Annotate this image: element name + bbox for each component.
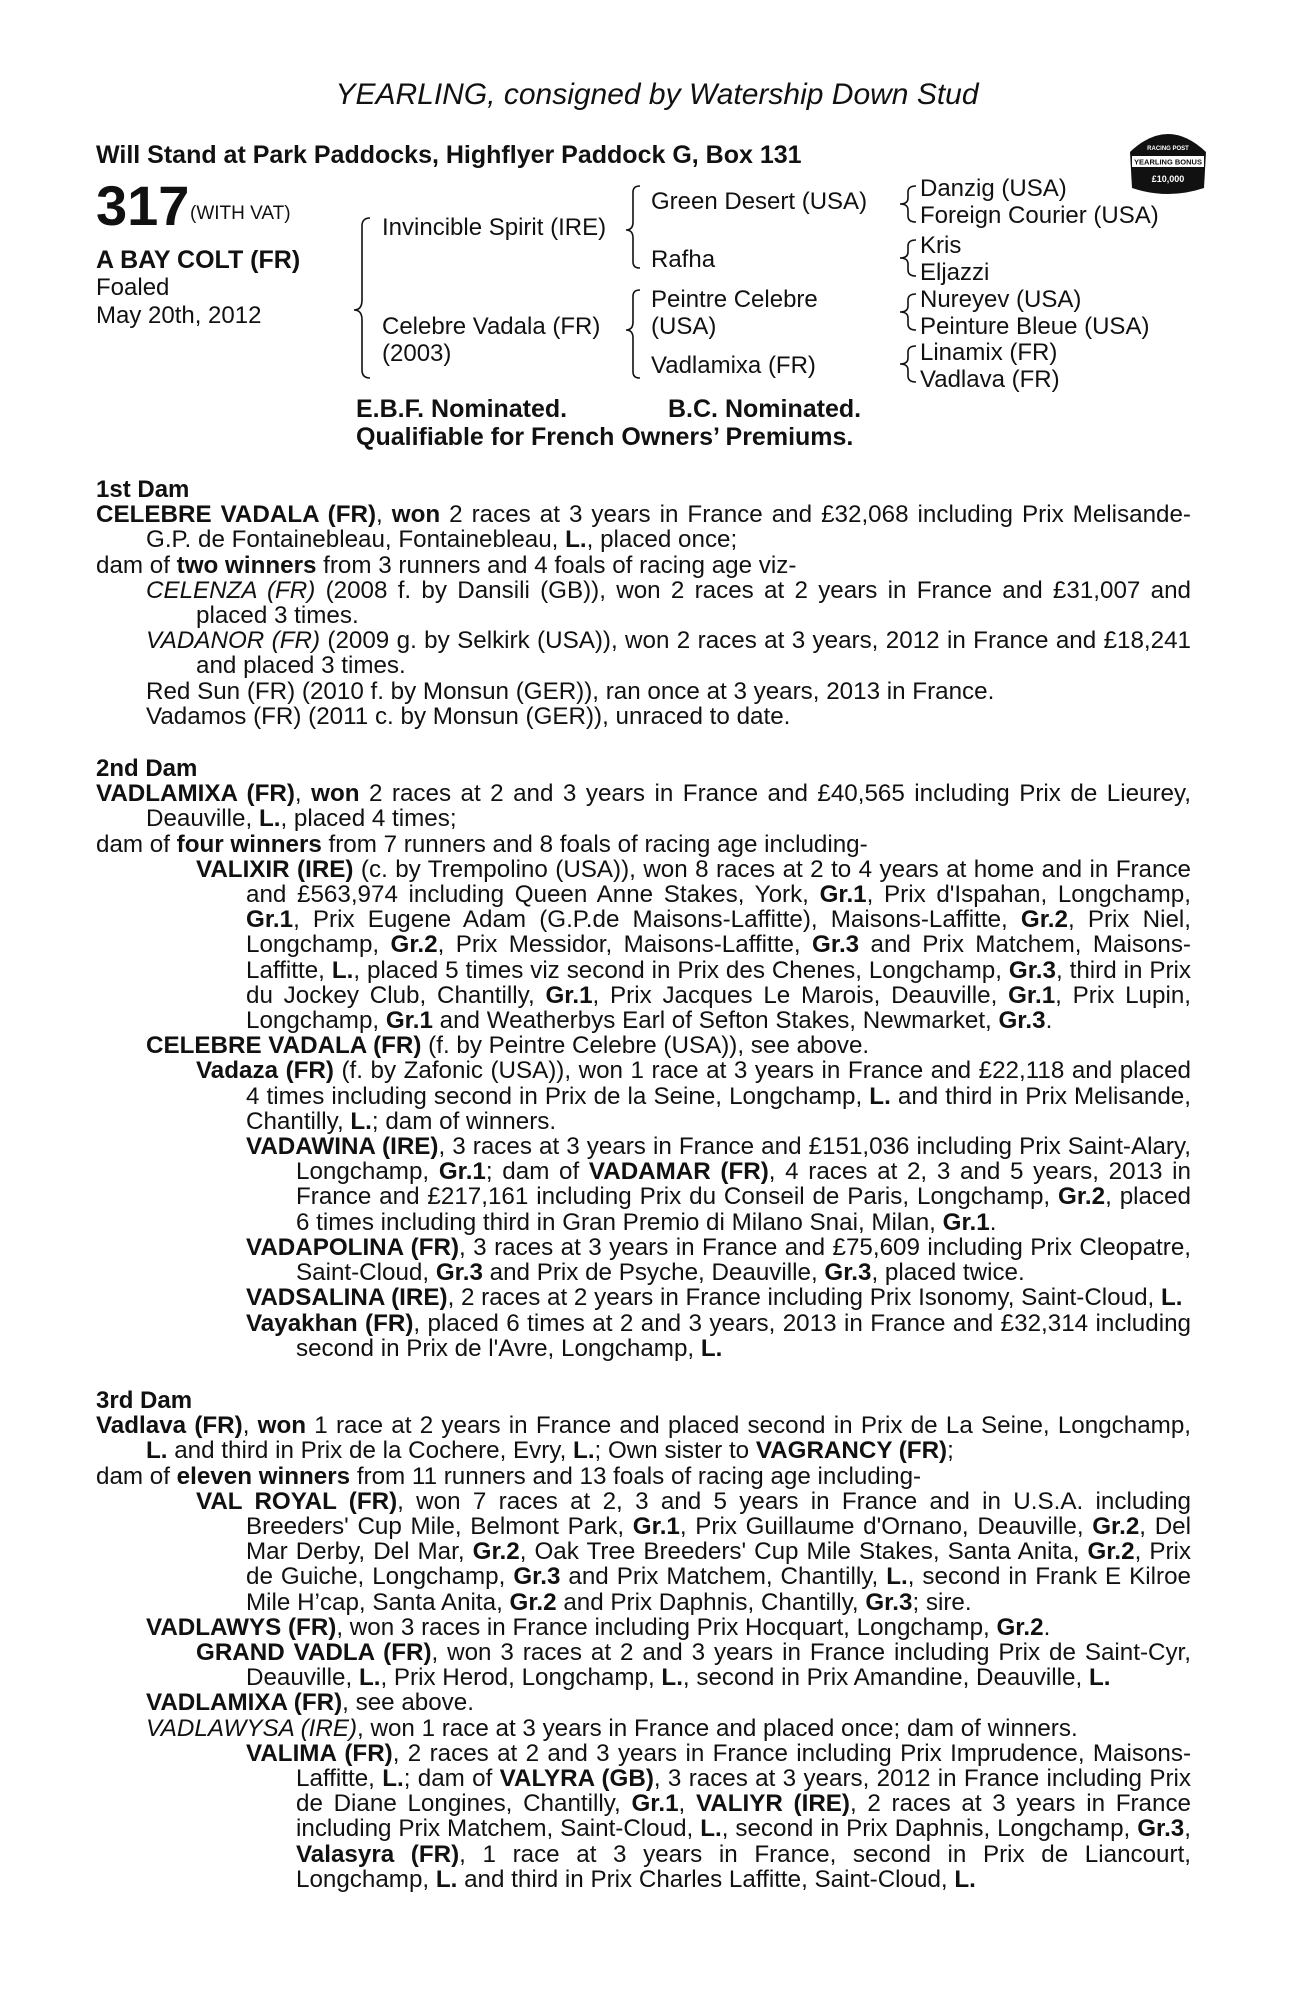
text-run: . bbox=[1043, 1613, 1051, 1641]
text-run: (f. by Zafonic (USA)), won 1 race at 3 years in France and £22,118 and placed 4 times including second in Prix de la Seine, Longchamp, bbox=[246, 1057, 1191, 1110]
bold-run: Gr.3 bbox=[435, 1259, 483, 1287]
bold-run: Gr.2 bbox=[509, 1588, 557, 1616]
pedigree-dam-sire-line2: (USA) bbox=[651, 313, 717, 340]
lot-number: 317 bbox=[96, 174, 190, 237]
italic-run: VADLAWYSA (IRE) bbox=[146, 1714, 358, 1742]
text-run: , bbox=[1184, 1815, 1191, 1843]
bold-run: VALIXIR (IRE) bbox=[196, 855, 354, 883]
text-run: (c. by Trempolino (USA)), won 8 races at 2 to 4 years at home and in France and £563,974 including Queen Anne Stakes, York, bbox=[246, 855, 1191, 909]
text-run: Vadamos (FR) (2011 c. by Monsun (GER)), unraced to date. bbox=[146, 702, 791, 730]
text-run: , won 3 races in France including Prix Hocquart, Longchamp, bbox=[336, 1613, 997, 1641]
owners-premiums: Qualifiable for French Owners’ Premiums. bbox=[356, 423, 854, 451]
brace-sd bbox=[900, 240, 916, 276]
text-run: , bbox=[678, 1790, 696, 1818]
text-run: dam of bbox=[96, 551, 177, 579]
text-run: from 7 runners and 8 foals of racing age including- bbox=[321, 830, 868, 858]
pedigree-ddd: Vadlava (FR) bbox=[920, 366, 1060, 393]
bold-run: Gr.2 bbox=[472, 1538, 520, 1566]
pedigree-paragraph bbox=[96, 679, 1191, 704]
brace-gen1 bbox=[354, 218, 370, 378]
text-run: , placed twice. bbox=[871, 1259, 1025, 1287]
bold-run: VADAMAR (FR) bbox=[588, 1158, 769, 1186]
bold-run: L. bbox=[258, 805, 281, 833]
bold-run: Gr.2 bbox=[1087, 1538, 1135, 1566]
bold-run: VALYRA (GB) bbox=[499, 1764, 654, 1792]
pedigree-paragraph bbox=[96, 578, 1191, 628]
text-run: , won 1 race at 3 years in France and placed once; dam of winners. bbox=[357, 1714, 1078, 1742]
text-run: . bbox=[989, 1208, 997, 1236]
pedigree-paragraph bbox=[96, 857, 1191, 1033]
text-run: ; bbox=[947, 1437, 954, 1465]
bold-run: two winners bbox=[176, 551, 317, 579]
bold-run: Gr.1 bbox=[1008, 981, 1056, 1009]
text-run: , 2 races at 2 years in France including Prix Isonomy, Saint-Cloud, bbox=[447, 1284, 1161, 1312]
bold-run: VADLAMIXA (FR) bbox=[146, 1689, 343, 1717]
pedigree-paragraph bbox=[96, 628, 1191, 678]
bold-run: won bbox=[311, 780, 360, 808]
bold-run: Gr.1 bbox=[246, 906, 294, 934]
pedigree-paragraph bbox=[96, 1716, 1191, 1741]
pedigree-paragraph bbox=[96, 502, 1191, 552]
text-run: ; dam of bbox=[403, 1764, 500, 1792]
text-run: , Prix Niel, Longchamp, bbox=[246, 906, 1192, 959]
text-run: , Prix Messidor, Maisons-Laffitte, bbox=[437, 931, 813, 959]
pedigree-sire-sire: Green Desert (USA) bbox=[651, 188, 868, 215]
text-run: , 3 races at 3 years, 2012 in France including Prix de Diane Longines, Chantilly, bbox=[296, 1764, 1191, 1818]
text-run: from 11 runners and 13 foals of racing age including- bbox=[350, 1462, 922, 1490]
text-run: , 3 races at 3 years in France and £75,609 including Prix Cleopatre, Saint-Cloud, bbox=[296, 1233, 1191, 1287]
text-run: (f. by Peintre Celebre (USA)), see above. bbox=[421, 1032, 870, 1060]
bold-run: Gr.2 bbox=[390, 931, 438, 959]
text-run: and Prix Daphnis, Chantilly, bbox=[556, 1588, 866, 1616]
bold-run: Vadaza (FR) bbox=[196, 1057, 334, 1085]
foaled-label: Foaled bbox=[96, 274, 170, 301]
pedigree-sds: Kris bbox=[920, 232, 962, 259]
bold-run: L. bbox=[869, 1082, 891, 1110]
brace-ds bbox=[900, 294, 916, 330]
pedigree-paragraph bbox=[96, 1489, 1191, 1615]
pedigree-dsd: Peinture Bleue (USA) bbox=[920, 313, 1150, 340]
pedigree-sire: Invincible Spirit (IRE) bbox=[382, 214, 607, 241]
bold-run: GRAND VADLA (FR) bbox=[196, 1638, 432, 1666]
text-run: , won 3 races at 2 and 3 years in France including Prix de Saint-Cyr, Deauville, bbox=[246, 1638, 1192, 1692]
pedigree-paragraph bbox=[96, 1615, 1191, 1640]
text-run: , won 7 races at 2, 3 and 5 years in France and in U.S.A. including Breeders' Cup Mile, Belmont Park, bbox=[246, 1487, 1191, 1540]
text-run: . bbox=[1045, 1007, 1053, 1035]
pedigree-dam-dam: Vadlamixa (FR) bbox=[651, 352, 816, 379]
pedigree-paragraph bbox=[96, 1464, 1191, 1489]
bold-run: Gr.2 bbox=[1020, 906, 1068, 934]
bold-run: Gr.3 bbox=[812, 931, 860, 959]
text-run: , 1 race at 3 years in France, second in Prix de Liancourt, Longchamp, bbox=[296, 1840, 1192, 1893]
text-run: , Prix Lupin, Longchamp, bbox=[246, 981, 1191, 1035]
section-title: 1st Dam bbox=[96, 476, 190, 503]
text-run: , placed once; bbox=[586, 526, 738, 554]
bold-run: VALIYR (IRE) bbox=[695, 1790, 850, 1818]
text-run: , 4 races at 2, 3 and 5 years, 2013 in France and £217,161 including Prix du Conseil de Paris, Longchamp, bbox=[296, 1158, 1191, 1211]
page-header: YEARLING, consigned by Watership Down Stud bbox=[335, 78, 979, 111]
text-run: , Prix Herod, Longchamp, bbox=[380, 1664, 662, 1692]
text-run: , 2 races at 3 years in France including Prix Matchem, Saint-Cloud, bbox=[296, 1790, 1192, 1843]
bold-run: Gr.1 bbox=[385, 1007, 433, 1035]
bold-run: Vayakhan (FR) bbox=[246, 1309, 414, 1337]
bold-run: VALIMA (FR) bbox=[246, 1739, 393, 1767]
text-run: Red Sun (FR) (2010 f. by Monsun (GER)), ran once at 3 years, 2013 in France. bbox=[146, 677, 995, 705]
bold-run: Gr.3 bbox=[824, 1259, 872, 1287]
bold-run: Gr.3 bbox=[865, 1588, 913, 1616]
text-run: , bbox=[294, 780, 312, 808]
brace-dd bbox=[900, 346, 916, 382]
bold-run: Gr.3 bbox=[998, 1007, 1046, 1035]
text-run: , placed 4 times; bbox=[280, 805, 457, 833]
bold-run: VADSALINA (IRE) bbox=[246, 1284, 448, 1312]
bold-run: VADLAMIXA (FR) bbox=[96, 780, 295, 808]
pedigree-paragraph bbox=[96, 832, 1191, 857]
bold-run: L. bbox=[954, 1865, 976, 1893]
bold-run: L. bbox=[661, 1664, 683, 1692]
text-run: and Prix Matchem, Chantilly, bbox=[560, 1563, 887, 1591]
pedigree-paragraph bbox=[96, 1690, 1191, 1715]
section-title: 3rd Dam bbox=[96, 1386, 193, 1414]
bold-run: eleven winners bbox=[176, 1462, 351, 1490]
bold-run: L. bbox=[146, 1437, 168, 1465]
text-run: , Prix d'Ispahan, Longchamp, bbox=[866, 881, 1191, 909]
lot-description: A BAY COLT (FR) bbox=[96, 246, 301, 274]
pedigree-paragraph bbox=[96, 1311, 1191, 1361]
brace-dam bbox=[626, 290, 640, 378]
bold-run: L. bbox=[886, 1563, 908, 1591]
text-run: 1 race at 2 years in France and placed second in Prix de La Seine, Longchamp, bbox=[306, 1412, 1191, 1440]
bold-run: CELEBRE VADALA (FR) bbox=[96, 501, 377, 529]
bold-run: L. bbox=[435, 1865, 458, 1893]
text-run: and Weatherbys Earl of Sefton Stakes, Newmarket, bbox=[432, 1007, 999, 1035]
logo-mid-text: YEARLING BONUS bbox=[1134, 157, 1202, 167]
text-run: , placed 6 times at 2 and 3 years, 2013 in France and £32,314 including second in Prix de l'Avre, Longchamp, bbox=[296, 1309, 1191, 1362]
text-run: , Prix Jacques Le Marois, Deauville, bbox=[592, 981, 1009, 1009]
bold-run: Gr.1 bbox=[819, 881, 867, 909]
bold-run: Gr.1 bbox=[545, 981, 593, 1009]
text-run: , Prix de Guiche, Longchamp, bbox=[246, 1538, 1191, 1591]
text-run: , placed 5 times viz second in Prix des Chenes, Longchamp, bbox=[353, 956, 1009, 984]
bold-run: VADAWINA (IRE) bbox=[246, 1133, 439, 1161]
text-run: , second in Prix Daphnis, Longchamp, bbox=[721, 1815, 1138, 1843]
bold-run: Gr.2 bbox=[996, 1613, 1044, 1641]
text-run: , third in Prix du Jockey Club, Chantilly, bbox=[246, 956, 1191, 1009]
pedigree-ssd: Foreign Courier (USA) bbox=[920, 202, 1159, 229]
text-run: and Prix Matchem, Maisons-Laffitte, bbox=[246, 931, 1191, 984]
text-run: , 2 races at 2 and 3 years in France including Prix Imprudence, Maisons-Laffitte, bbox=[296, 1739, 1192, 1792]
text-run: , Prix Guillaume d'Ornano, Deauville, bbox=[679, 1512, 1093, 1540]
stand-line: Will Stand at Park Paddocks, Highflyer Paddock G, Box 131 bbox=[96, 141, 802, 169]
bold-run: Gr.3 bbox=[513, 1563, 561, 1591]
pedigree-paragraph bbox=[96, 1033, 1191, 1058]
bold-run: four winners bbox=[176, 830, 322, 858]
text-run: from 3 runners and 4 foals of racing age viz- bbox=[316, 551, 797, 579]
text-run: (2008 f. by Dansili (GB)), won 2 races at 2 years in France and £31,007 and placed 3 times. bbox=[196, 576, 1191, 630]
bold-run: L. bbox=[350, 1107, 372, 1135]
bold-run: VAGRANCY (FR) bbox=[755, 1437, 948, 1465]
brace-ss bbox=[900, 186, 916, 222]
bold-run: Gr.2 bbox=[1058, 1183, 1106, 1211]
text-run: dam of bbox=[96, 830, 177, 858]
bold-run: Gr.3 bbox=[1008, 956, 1056, 984]
text-run: , 3 races at 3 years in France and £151,036 including Prix Saint-Alary, Longchamp, bbox=[296, 1133, 1191, 1186]
section-title: 2nd Dam bbox=[96, 755, 198, 783]
bold-run: L. bbox=[573, 1437, 595, 1465]
pedigree-paragraph bbox=[96, 1058, 1191, 1134]
text-run: 2 races at 3 years in France and £32,068 including Prix Melisande-G.P. de Fontainebleau, Fontainebleau, bbox=[146, 501, 1191, 554]
bold-run: Gr.1 bbox=[632, 1512, 680, 1540]
bold-run: VAL ROYAL (FR) bbox=[196, 1487, 398, 1515]
text-run: , second in Prix Amandine, Deauville, bbox=[682, 1664, 1089, 1692]
text-run: , Del Mar Derby, Del Mar, bbox=[246, 1512, 1191, 1566]
pedigree-paragraph bbox=[96, 1741, 1191, 1892]
text-run: ; dam of winners. bbox=[371, 1107, 557, 1135]
pedigree-dam-line2: (2003) bbox=[382, 340, 452, 367]
pedigree-dss: Nureyev (USA) bbox=[920, 286, 1082, 313]
pedigree-dam-line1: Celebre Vadala (FR) bbox=[382, 313, 601, 340]
pedigree-paragraph bbox=[96, 1285, 1191, 1310]
text-run: and third in Prix Charles Laffitte, Saint-Cloud, bbox=[457, 1865, 955, 1893]
italic-run: CELENZA (FR) bbox=[146, 576, 316, 604]
text-run: and Prix de Psyche, Deauville, bbox=[482, 1259, 825, 1287]
vat-note: (WITH VAT) bbox=[190, 203, 291, 224]
bold-run: L. bbox=[565, 526, 587, 554]
bold-run: Gr.1 bbox=[631, 1790, 679, 1818]
pedigree-paragraph bbox=[96, 1413, 1191, 1463]
bold-run: VADLAWYS (FR) bbox=[146, 1613, 337, 1641]
pedigree-sss: Danzig (USA) bbox=[920, 175, 1067, 202]
bold-run: CELEBRE VADALA (FR) bbox=[146, 1032, 422, 1060]
bold-run: L. bbox=[1160, 1284, 1183, 1312]
bold-run: Gr.1 bbox=[438, 1158, 486, 1186]
pedigree-paragraph bbox=[96, 1235, 1191, 1285]
pedigree-paragraph bbox=[96, 1134, 1191, 1235]
bold-run: L. bbox=[358, 1664, 381, 1692]
italic-run: VADANOR (FR) bbox=[146, 627, 321, 655]
text-run: 2 races at 2 and 3 years in France and £40,565 including Prix de Lieurey, Deauville, bbox=[146, 780, 1192, 833]
pedigree-paragraph bbox=[96, 1640, 1191, 1690]
bold-run: VADAPOLINA (FR) bbox=[246, 1233, 460, 1261]
text-run: ; sire. bbox=[912, 1588, 972, 1616]
pedigree-paragraph bbox=[96, 553, 1191, 578]
bold-run: L. bbox=[1088, 1664, 1111, 1692]
text-run: (2009 g. by Selkirk (USA)), won 2 races at 3 years, 2012 in France and £18,241 and placed 3 times. bbox=[196, 627, 1191, 680]
bold-run: L. bbox=[331, 956, 354, 984]
text-run: ; Own sister to bbox=[594, 1437, 756, 1465]
bc-nominated: B.C. Nominated. bbox=[668, 395, 862, 423]
text-run: and third in Prix Melisande, Chantilly, bbox=[246, 1082, 1191, 1135]
foaled-date: May 20th, 2012 bbox=[96, 302, 262, 329]
logo-top-text: RACING POST bbox=[1147, 146, 1189, 152]
bold-run: Vadlava (FR) bbox=[96, 1412, 243, 1440]
text-run: , bbox=[376, 501, 392, 529]
bold-run: Gr.2 bbox=[1092, 1512, 1140, 1540]
ebf-nominated: E.B.F. Nominated. bbox=[356, 395, 568, 423]
text-run: , bbox=[242, 1412, 258, 1440]
text-run: , Oak Tree Breeders' Cup Mile Stakes, Santa Anita, bbox=[519, 1538, 1088, 1566]
text-run: and third in Prix de la Cochere, Evry, bbox=[167, 1437, 574, 1465]
text-run: , second in Frank E Kilroe Mile H’cap, Santa Anita, bbox=[246, 1563, 1191, 1616]
pedigree-dam-sire-line1: Peintre Celebre bbox=[651, 286, 818, 313]
text-run: , placed 6 times including third in Gran Premio di Milano Snai, Milan, bbox=[296, 1183, 1191, 1236]
bold-run: Gr.3 bbox=[1137, 1815, 1185, 1843]
text-run: ; dam of bbox=[485, 1158, 589, 1186]
pedigree-sdd: Eljazzi bbox=[920, 259, 990, 286]
pedigree-paragraph bbox=[96, 781, 1191, 831]
text-run: , Prix Eugene Adam (G.P.de Maisons-Laffitte), Maisons-Laffitte, bbox=[293, 906, 1021, 934]
bold-run: Valasyra (FR) bbox=[296, 1840, 460, 1868]
bold-run: L. bbox=[700, 1334, 723, 1362]
bold-run: won bbox=[257, 1412, 307, 1440]
pedigree-sire-dam: Rafha bbox=[651, 246, 716, 273]
logo-amount-text: £10,000 bbox=[1151, 174, 1185, 184]
bold-run: L. bbox=[382, 1764, 404, 1792]
bold-run: Gr.1 bbox=[942, 1208, 990, 1236]
brace-sire bbox=[626, 186, 640, 268]
text-run: dam of bbox=[96, 1462, 177, 1490]
catalogue-body bbox=[96, 477, 1191, 1892]
text-run: , see above. bbox=[342, 1689, 474, 1717]
pedigree-paragraph bbox=[96, 704, 1191, 729]
bold-run: won bbox=[391, 501, 441, 529]
pedigree-dds: Linamix (FR) bbox=[920, 339, 1058, 366]
bold-run: L. bbox=[700, 1815, 722, 1843]
